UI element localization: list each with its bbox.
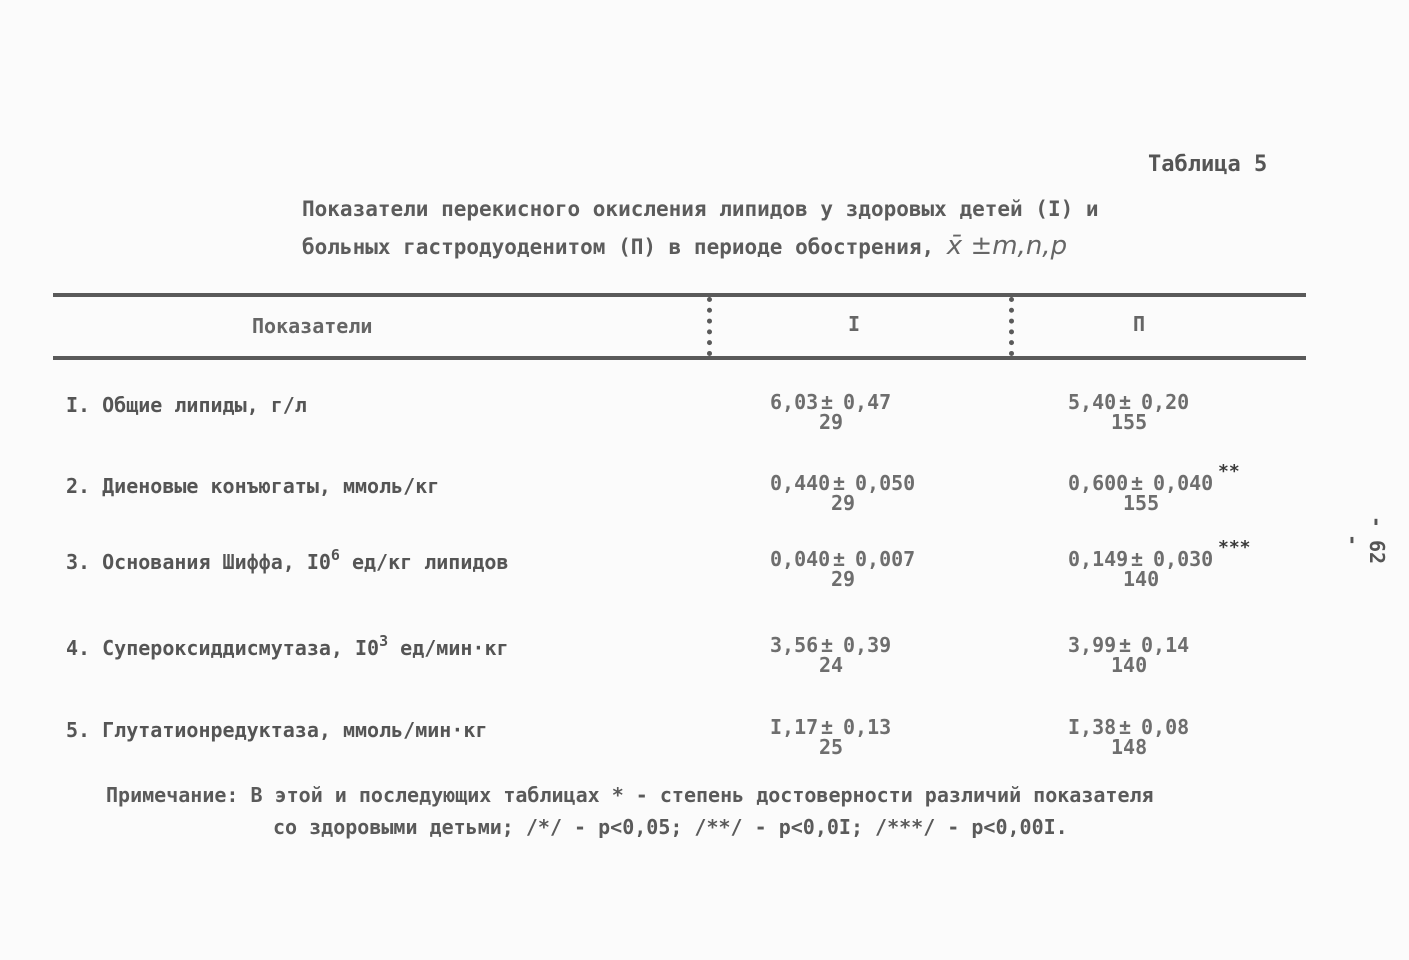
page-number: - 62 - [1341,515,1389,565]
mean-value: 3,99 [1068,633,1117,657]
plus-minus-sign: ± [1131,471,1144,495]
row-label [66,393,307,417]
sample-size: 155 [1111,410,1148,434]
table-caption-line-1: Показатели перекисного окисления липидов у здоровых детей (I) и [302,197,1099,221]
mean-value: 0,600 [1068,471,1129,495]
sample-size: 140 [1123,567,1160,591]
table-header-rule [53,356,1306,360]
plus-minus-sign: ± [821,715,834,739]
error-value: 0,007 [855,547,916,571]
sample-size: 148 [1111,735,1148,759]
table-caption-line-2 [302,231,1067,261]
sample-size: 29 [819,410,844,434]
mean-value: 0,149 [1068,547,1129,571]
row-label [66,632,509,660]
significance-mark: *** [1218,537,1251,558]
plus-minus-sign: ± [1119,633,1132,657]
table-label: Таблица 5 [1148,152,1268,177]
row-label-text: I. Общие липиды, г/л [66,393,307,417]
row-label-unit: ед/кг липидов [339,550,509,574]
table-note-line-1: Примечание: В этой и последующих таблицах * - степень достоверности различий показателя [106,783,1154,807]
table-caption-text: больных гастродуоденитом (П) в периоде обострения, [302,235,947,259]
error-value: 0,20 [1141,390,1190,414]
caption-formula: x̄ ±m,n,p [946,231,1068,261]
mean-value: 5,40 [1068,390,1117,414]
row-label-exponent: 3 [379,632,389,650]
sample-size: 29 [831,567,856,591]
mean-value: 3,56 [770,633,819,657]
plus-minus-sign: ± [833,471,846,495]
column-separator [707,297,712,356]
error-value: 0,47 [843,390,892,414]
row-label [66,474,439,498]
mean-value: 6,03 [770,390,819,414]
plus-minus-sign: ± [821,390,834,414]
header-group-2: П [1133,312,1146,336]
row-label-text: 3. Основания Шиффа, I0 [66,550,331,574]
row-label-text: 2. Диеновые конъюгаты, ммоль/кг [66,474,440,498]
mean-value: 0,440 [770,471,831,495]
sample-size: 140 [1111,653,1148,677]
error-value: 0,050 [855,471,916,495]
table-note-line-2: со здоровыми детьми; /*/ - p<0,05; /**/ - p<0,0I; /***/ - p<0,00I. [273,815,1068,839]
error-value: 0,040 [1153,471,1214,495]
mean-value: 0,040 [770,547,831,571]
sample-size: 24 [819,653,844,677]
error-value: 0,14 [1141,633,1190,657]
header-indicators: Показатели [252,314,373,338]
header-group-1: I [848,312,861,336]
error-value: 0,13 [843,715,892,739]
row-label-exponent: 6 [330,546,340,564]
row-label-text: 4. Супероксиддисмутаза, I0 [66,636,380,660]
table-top-rule [53,293,1306,297]
row-label-unit: ед/мин·кг [388,636,509,660]
sample-size: 155 [1123,491,1160,515]
sample-size: 25 [819,735,844,759]
plus-minus-sign: ± [1119,715,1132,739]
plus-minus-sign: ± [1131,547,1144,571]
column-separator [1009,297,1014,356]
error-value: 0,39 [843,633,892,657]
error-value: 0,08 [1141,715,1190,739]
row-label [66,546,509,574]
plus-minus-sign: ± [1119,390,1132,414]
row-label-text: 5. Глутатионредуктаза, ммоль/мин·кг [66,718,488,742]
mean-value: I,17 [770,715,819,739]
error-value: 0,030 [1153,547,1214,571]
plus-minus-sign: ± [821,633,834,657]
plus-minus-sign: ± [833,547,846,571]
row-label [66,718,487,742]
sample-size: 29 [831,491,856,515]
mean-value: I,38 [1068,715,1117,739]
significance-mark: ** [1218,461,1240,482]
